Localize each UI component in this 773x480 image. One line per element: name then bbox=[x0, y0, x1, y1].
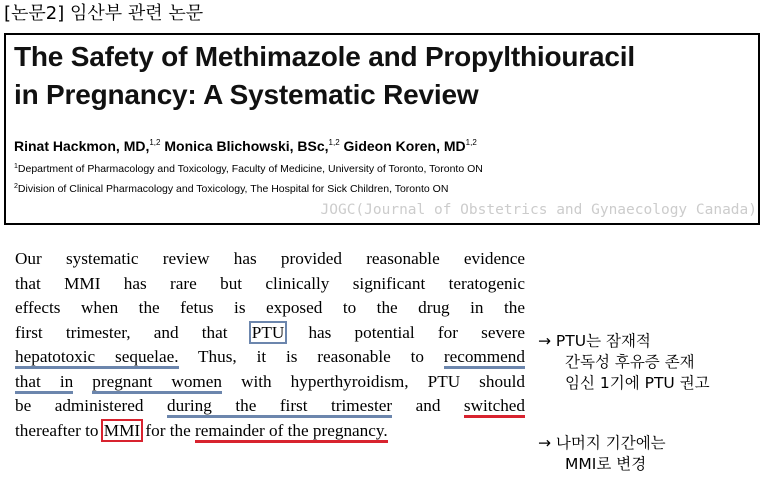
excerpt-text: with hyperthyroidism, PTU should bbox=[241, 371, 525, 391]
excerpt-text: thereafter to bbox=[15, 420, 99, 440]
excerpt-line bbox=[15, 345, 525, 370]
highlight-that-in: that in bbox=[15, 372, 73, 394]
affiliation-2 bbox=[14, 180, 448, 196]
excerpt-text: for the bbox=[145, 420, 191, 440]
paper-title-line-1: The Safety of Methimazole and Propylthiouracil bbox=[14, 41, 635, 72]
paper-title-line-2: in Pregnancy: A Systematic Review bbox=[14, 79, 479, 110]
excerpt-text: first trimester, and that bbox=[15, 322, 228, 342]
author-affil-sup: 1,2 bbox=[465, 138, 477, 147]
annotation-ptu bbox=[538, 331, 710, 394]
annotation-mmi bbox=[538, 433, 666, 475]
affiliation-text: Division of Clinical Pharmacology and Toxicology, The Hospital for Sick Children, Toronto ON bbox=[17, 183, 449, 195]
affiliation-sup: 1 bbox=[14, 163, 18, 170]
annotation-line: 간독성 후유증 존재 bbox=[565, 353, 695, 371]
paper-authors bbox=[14, 134, 477, 155]
excerpt-line bbox=[15, 370, 525, 395]
highlight-hepatotoxic: hepatotoxic sequelae. bbox=[15, 347, 179, 369]
excerpt-line: Our systematic review has provided reasonable evidence bbox=[15, 249, 525, 268]
highlight-first-trimester: during the first trimester bbox=[167, 396, 392, 418]
highlight-mmi: MMI bbox=[103, 420, 141, 440]
excerpt-line bbox=[15, 419, 525, 444]
excerpt-line bbox=[15, 321, 525, 346]
author-name: Monica Blichowski, BSc, bbox=[164, 138, 329, 154]
annotation-line: MMI로 변경 bbox=[565, 455, 647, 473]
excerpt-text: and bbox=[415, 396, 441, 415]
highlight-ptu: PTU bbox=[251, 322, 285, 342]
affiliation-text: Department of Pharmacology and Toxicology, Faculty of Medicine, University of Toronto, Toronto ON bbox=[17, 163, 483, 175]
excerpt-line: that MMI has rare but clinically significant teratogenic bbox=[15, 273, 525, 293]
paper-excerpt bbox=[15, 247, 525, 443]
author-name: Rinat Hackmon, MD, bbox=[14, 138, 150, 154]
slide-heading: [논문2] 임산부 관련 논문 bbox=[4, 3, 204, 24]
highlight-recommend: recommend bbox=[444, 347, 525, 369]
annotation-line: → PTU는 잠재적 bbox=[538, 332, 651, 350]
affiliation-1 bbox=[14, 160, 483, 176]
annotation-line: 임신 1기에 PTU 권고 bbox=[565, 374, 710, 392]
author-affil-sup: 1,2 bbox=[328, 138, 340, 147]
author-name: Gideon Koren, MD bbox=[343, 138, 466, 154]
affiliation-sup: 2 bbox=[14, 183, 18, 190]
annotation-line: → 나머지 기간에는 bbox=[538, 434, 666, 452]
author-affil-sup: 1,2 bbox=[149, 138, 161, 147]
excerpt-line bbox=[15, 394, 525, 419]
journal-watermark: JOGC(Journal of Obstetrics and Gynaecology Canada) bbox=[320, 202, 757, 218]
highlight-switched: switched bbox=[464, 396, 525, 418]
excerpt-text: Thus, it is reasonable to bbox=[198, 347, 424, 366]
excerpt-text: has potential for severe bbox=[308, 322, 526, 342]
highlight-pregnant-women: pregnant women bbox=[92, 372, 222, 394]
highlight-remainder: remainder of the pregnancy. bbox=[195, 421, 388, 443]
excerpt-text: be administered bbox=[15, 396, 144, 415]
paper-title bbox=[14, 38, 635, 114]
excerpt-line: effects when the fetus is exposed to the drug in the bbox=[15, 298, 525, 317]
